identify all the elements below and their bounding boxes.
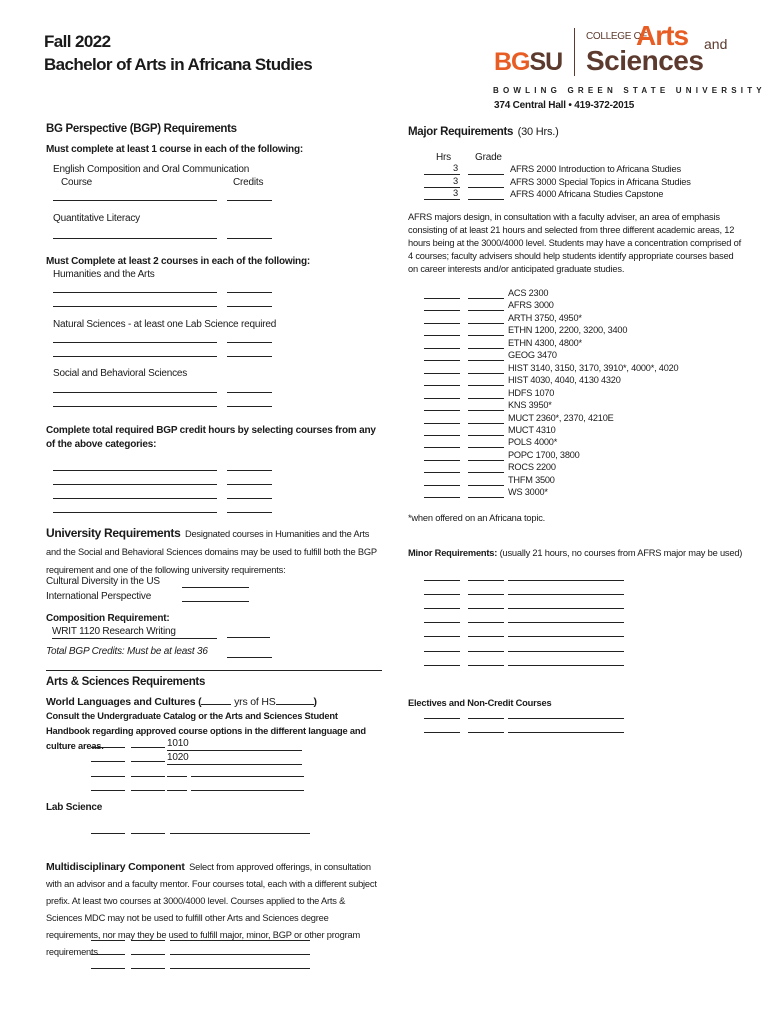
elective-nc-course-line[interactable] <box>508 732 624 733</box>
english-comp-label: English Composition and Oral Communication <box>53 164 250 175</box>
elective-row <box>424 312 764 324</box>
any-course-line-4[interactable] <box>53 512 217 513</box>
minor-grade-line[interactable] <box>468 580 504 581</box>
minor-course-line[interactable] <box>508 651 624 652</box>
elective-row <box>424 412 764 424</box>
minor-course-line[interactable] <box>508 594 624 595</box>
lab-course-line[interactable] <box>170 833 310 834</box>
elective-nc-hrs-line[interactable] <box>424 718 460 719</box>
lang-course-line-3[interactable] <box>191 776 304 777</box>
humanities-label: Humanities and the Arts <box>53 269 155 280</box>
electives-nc-line-list <box>424 708 644 738</box>
core-course-name: AFRS 4000 Africana Studies Capstone <box>510 189 664 199</box>
must-two-note: Must Complete at least 2 courses in each of the following: <box>46 256 311 267</box>
program-title: Bachelor of Arts in Africana Studies <box>44 55 313 74</box>
major-requirements-heading <box>408 122 559 140</box>
elective-grade-line[interactable] <box>468 362 504 374</box>
elective-hrs-line[interactable] <box>424 362 460 374</box>
cultural-diversity-label: Cultural Diversity in the US <box>46 576 160 587</box>
elective-course-name: THFM 3500 <box>508 474 555 485</box>
elective-grade-line[interactable] <box>468 399 504 411</box>
core-course-row <box>424 163 764 175</box>
any-credits-line-4[interactable] <box>227 512 272 513</box>
mdc-title: Multidisciplinary Component <box>46 861 185 873</box>
mdc-hrs-line-2[interactable] <box>91 954 125 955</box>
any-course-line-1[interactable] <box>53 470 217 471</box>
major-title: Major Requirements <box>408 126 514 138</box>
elective-hrs-line[interactable] <box>424 387 460 399</box>
minor-course-line[interactable] <box>508 665 624 666</box>
lab-grade-line[interactable] <box>131 833 165 834</box>
minor-line-list <box>424 570 644 675</box>
quant-lit-credits-line[interactable] <box>227 238 272 239</box>
natural-sci-credits-line-2[interactable] <box>227 356 272 357</box>
elective-course-name: GEOG 3470 <box>508 350 557 361</box>
mdc-grade-line-1[interactable] <box>131 940 165 941</box>
elective-course-name: ROCS 2200 <box>508 462 556 473</box>
elective-grade-line[interactable] <box>468 387 504 399</box>
mdc-course-line-2[interactable] <box>170 954 310 955</box>
core-course-name: AFRS 3000 Special Topics in Africana Studies <box>510 176 691 187</box>
arts-wordmark: Arts <box>636 20 689 51</box>
electives-nc-title: Electives and Non-Credit Courses <box>408 698 552 708</box>
and-wordmark: and <box>704 36 728 52</box>
elective-row <box>424 287 764 299</box>
cultural-diversity-line[interactable] <box>182 587 249 588</box>
elective-hrs-line[interactable] <box>424 324 460 336</box>
mdc-block <box>46 858 380 960</box>
elective-course-name: HDFS 1070 <box>508 387 555 398</box>
address-line: 374 Central Hall • 419-372-2015 <box>494 100 635 111</box>
elective-course-name: HIST 4030, 4040, 4130 4320 <box>508 375 621 386</box>
minor-grade-line[interactable] <box>468 665 504 666</box>
bgp-title: BG Perspective (BGP) Requirements <box>46 123 237 135</box>
mdc-course-line-1[interactable] <box>170 940 310 941</box>
lang-hrs-line-2[interactable] <box>91 761 125 762</box>
core-course-hrs[interactable]: 3 <box>424 188 460 200</box>
elective-row <box>424 299 764 311</box>
minor-course-line[interactable] <box>508 622 624 623</box>
elective-row <box>424 387 764 399</box>
grade-col-header: Grade <box>475 152 502 163</box>
section-divider <box>46 670 382 671</box>
mdc-hrs-line-1[interactable] <box>91 940 125 941</box>
elective-hrs-line[interactable] <box>424 412 460 424</box>
elective-nc-grade-line[interactable] <box>468 732 504 733</box>
minor-course-line[interactable] <box>508 580 624 581</box>
humanities-course-line-1[interactable] <box>53 292 217 293</box>
lab-hrs-line[interactable] <box>91 833 125 834</box>
credits-label: Credits <box>233 177 264 188</box>
lang-num-line-3[interactable] <box>167 776 187 777</box>
university-requirements-block <box>46 524 384 578</box>
elective-row <box>424 374 764 386</box>
mdc-desc: Select from approved offerings, in consultation with an advisor and a faculty mentor. Four courses total, each with a different subject prefix. At least two courses at 3000/4000 level. Courses applied to the Arts & Sciences MDC may not be used to fulfill other Arts and Sciences degree requirements, nor may they be used to fulfill major, minor, BGP or other program requirements. <box>46 862 377 957</box>
world-lang-label: World Languages and Cultures ( yrs of HS ) <box>46 696 317 708</box>
quant-lit-label: Quantitative Literacy <box>53 213 140 224</box>
minor-hrs-line[interactable] <box>424 622 460 623</box>
elective-row <box>424 436 764 448</box>
elective-grade-line[interactable] <box>468 424 504 436</box>
elective-grade-line[interactable] <box>468 449 504 461</box>
elective-row <box>424 399 764 411</box>
core-course-name: AFRS 2000 Introduction to Africana Studies <box>510 164 681 174</box>
lang-grade-line-4[interactable] <box>131 790 165 791</box>
lab-science-label: Lab Science <box>46 802 103 813</box>
quant-lit-course-line[interactable] <box>53 238 217 239</box>
core-course-hrs[interactable]: 3 <box>424 176 460 188</box>
elective-row <box>424 349 764 361</box>
international-perspective-line[interactable] <box>182 601 249 602</box>
total-bgp-note: Total BGP Credits: Must be at least 36 <box>46 646 208 657</box>
minor-course-line[interactable] <box>508 608 624 609</box>
social-sci-course-line-1[interactable] <box>53 392 217 393</box>
natural-sci-credits-line-1[interactable] <box>227 342 272 343</box>
social-sci-credits-line-1[interactable] <box>227 392 272 393</box>
mdc-hrs-line-3[interactable] <box>91 968 125 969</box>
elective-hrs-line[interactable] <box>424 486 460 498</box>
lang-course-line-4[interactable] <box>191 790 304 791</box>
logo-divider <box>574 28 575 76</box>
core-course-grade-line[interactable] <box>468 176 504 188</box>
core-course-row <box>424 188 764 200</box>
complete-total-note: Complete total required BGP credit hours by selecting courses from any of the above categories: <box>46 425 376 450</box>
elective-hrs-line[interactable] <box>424 474 460 486</box>
course-1020: 1020 <box>167 751 302 765</box>
minor-hrs-line[interactable] <box>424 636 460 637</box>
elective-hrs-line[interactable] <box>424 374 460 386</box>
elective-hrs-line[interactable] <box>424 436 460 448</box>
elective-course-name: KNS 3950* <box>508 400 552 411</box>
minor-grade-line[interactable] <box>468 636 504 637</box>
elective-hrs-line[interactable] <box>424 424 460 436</box>
elective-course-name: WS 3000* <box>508 487 548 498</box>
core-course-grade-line[interactable] <box>468 163 504 175</box>
mdc-grade-line-2[interactable] <box>131 954 165 955</box>
mdc-grade-line-3[interactable] <box>131 968 165 969</box>
minor-hrs-line[interactable] <box>424 651 460 652</box>
elective-hrs-line[interactable] <box>424 312 460 324</box>
major-description: AFRS majors design, in consultation with a faculty adviser, an area of emphasis consisting of at least 21 hours and selected from three different academic areas, 12 hours being at the 3000/4000 level. Students may have a concentration comprised of 4 courses; faculty advisers should help students identify appropriate courses based on career interests and/or anticipated graduate studies. <box>408 212 741 274</box>
lang-hrs-line-3[interactable] <box>91 776 125 777</box>
elective-hrs-line[interactable] <box>424 449 460 461</box>
major-hours: (30 Hrs.) <box>517 126 559 138</box>
elective-hrs-line[interactable] <box>424 337 460 349</box>
hrs-col-header: Hrs <box>436 152 451 163</box>
elective-grade-line[interactable] <box>468 299 504 311</box>
lang-hrs-line-1[interactable] <box>91 747 125 748</box>
elective-hrs-line[interactable] <box>424 461 460 473</box>
elective-course-name: ETHN 1200, 2200, 3200, 3400 <box>508 325 628 336</box>
lang-grade-line-3[interactable] <box>131 776 165 777</box>
minor-title: Minor Requirements: <box>408 548 498 558</box>
elective-course-name: POLS 4000* <box>508 437 558 448</box>
lang-grade-line-1[interactable] <box>131 747 165 748</box>
any-credits-line-3[interactable] <box>227 498 272 499</box>
elective-course-name: MUCT 4310 <box>508 424 556 435</box>
elective-grade-line[interactable] <box>468 324 504 336</box>
elective-grade-line[interactable] <box>468 486 504 498</box>
international-perspective-label: International Perspective <box>46 591 152 602</box>
elective-hrs-line[interactable] <box>424 399 460 411</box>
composition-title: Composition Requirement: <box>46 613 170 624</box>
elective-row <box>424 324 764 336</box>
elective-grade-line[interactable] <box>468 287 504 299</box>
term-title: Fall 2022 <box>44 32 111 51</box>
university-requirements-title: University Requirements <box>46 526 181 540</box>
minor-heading <box>408 547 742 560</box>
elective-grade-line[interactable] <box>468 412 504 424</box>
elective-course-name: MUCT 2360*, 2370, 4210E <box>508 412 614 423</box>
elective-hrs-line[interactable] <box>424 349 460 361</box>
minor-hrs-line[interactable] <box>424 665 460 666</box>
elective-row <box>424 474 764 486</box>
social-sci-course-line-2[interactable] <box>53 406 217 407</box>
elective-row <box>424 337 764 349</box>
humanities-credits-line-1[interactable] <box>227 292 272 293</box>
english-comp-course-line[interactable] <box>53 200 217 201</box>
lang-hrs-line-4[interactable] <box>91 790 125 791</box>
minor-grade-line[interactable] <box>468 651 504 652</box>
any-course-line-3[interactable] <box>53 498 217 499</box>
consult-note: Consult the Undergraduate Catalog or the Arts and Sciences Student Handbook regarding approved course options in the different language and culture areas. <box>46 711 366 751</box>
natural-sci-course-line-2[interactable] <box>53 356 217 357</box>
elective-nc-course-line[interactable] <box>508 718 624 719</box>
elective-grade-line[interactable] <box>468 312 504 324</box>
elective-row <box>424 449 764 461</box>
core-course-row <box>424 176 764 188</box>
must-one-note: Must complete at least 1 course in each of the following: <box>46 144 303 155</box>
total-bgp-line[interactable] <box>227 657 272 658</box>
writ-course: WRIT 1120 Research Writing <box>52 625 217 639</box>
any-credits-line-2[interactable] <box>227 484 272 485</box>
university-name: BOWLING GREEN STATE UNIVERSITY <box>493 86 766 95</box>
college-of-label: COLLEGE OF <box>586 31 647 42</box>
elective-grade-line[interactable] <box>468 374 504 386</box>
course-label: Course <box>61 177 93 188</box>
elective-row <box>424 461 764 473</box>
elective-row <box>424 424 764 436</box>
minor-grade-line[interactable] <box>468 622 504 623</box>
elective-course-name: ACS 2300 <box>508 288 549 298</box>
elective-nc-grade-line[interactable] <box>468 718 504 719</box>
elective-row <box>424 486 764 498</box>
natural-sci-label: Natural Sciences - at least one Lab Science required <box>53 319 277 330</box>
social-sci-credits-line-2[interactable] <box>227 406 272 407</box>
university-requirements-desc: Designated courses in Humanities and the Arts and the Social and Behavioral Sciences domains may be used to fulfill both the BGP requirement and one of the following university requirements: <box>46 529 377 575</box>
elective-nc-hrs-line[interactable] <box>424 732 460 733</box>
elective-grade-line[interactable] <box>468 337 504 349</box>
any-course-line-2[interactable] <box>53 484 217 485</box>
english-comp-credits-line[interactable] <box>227 200 272 201</box>
bgsu-logo: BGSU <box>494 48 563 76</box>
elective-grade-line[interactable] <box>468 349 504 361</box>
elective-course-name: AFRS 3000 <box>508 300 554 311</box>
writ-credits-line[interactable] <box>227 637 270 638</box>
elective-row <box>424 362 764 374</box>
minor-grade-line[interactable] <box>468 608 504 609</box>
social-sci-label: Social and Behavioral Sciences <box>53 368 188 379</box>
natural-sci-course-line-1[interactable] <box>53 342 217 343</box>
course-1010: 1010 <box>167 737 302 751</box>
elective-course-name: ARTH 3750, 4950* <box>508 312 582 323</box>
elective-course-name: HIST 3140, 3150, 3170, 3910*, 4000*, 4020 <box>508 362 679 373</box>
minor-grade-line[interactable] <box>468 594 504 595</box>
lang-grade-line-2[interactable] <box>131 761 165 762</box>
elective-grade-line[interactable] <box>468 461 504 473</box>
elective-grade-line[interactable] <box>468 436 504 448</box>
elective-course-name: ETHN 4300, 4800* <box>508 337 582 348</box>
minor-hrs-line[interactable] <box>424 594 460 595</box>
elective-grade-line[interactable] <box>468 474 504 486</box>
elective-course-name: POPC 1700, 3800 <box>508 449 580 460</box>
major-footnote: *when offered on an Africana topic. <box>408 513 546 523</box>
sciences-wordmark: Sciences <box>586 45 704 76</box>
humanities-credits-line-2[interactable] <box>227 306 272 307</box>
minor-note: (usually 21 hours, no courses from AFRS major may be used) <box>499 548 743 558</box>
core-course-grade-line[interactable] <box>468 188 504 200</box>
mdc-course-line-3[interactable] <box>170 968 310 969</box>
elective-hrs-line[interactable] <box>424 299 460 311</box>
minor-hrs-line[interactable] <box>424 580 460 581</box>
minor-hrs-line[interactable] <box>424 608 460 609</box>
core-course-hrs[interactable]: 3 <box>424 163 460 175</box>
minor-course-line[interactable] <box>508 636 624 637</box>
as-requirements-title: Arts & Sciences Requirements <box>46 676 206 688</box>
lang-num-line-4[interactable] <box>167 790 187 791</box>
any-credits-line-1[interactable] <box>227 470 272 471</box>
humanities-course-line-2[interactable] <box>53 306 217 307</box>
elective-hrs-line[interactable] <box>424 287 460 299</box>
